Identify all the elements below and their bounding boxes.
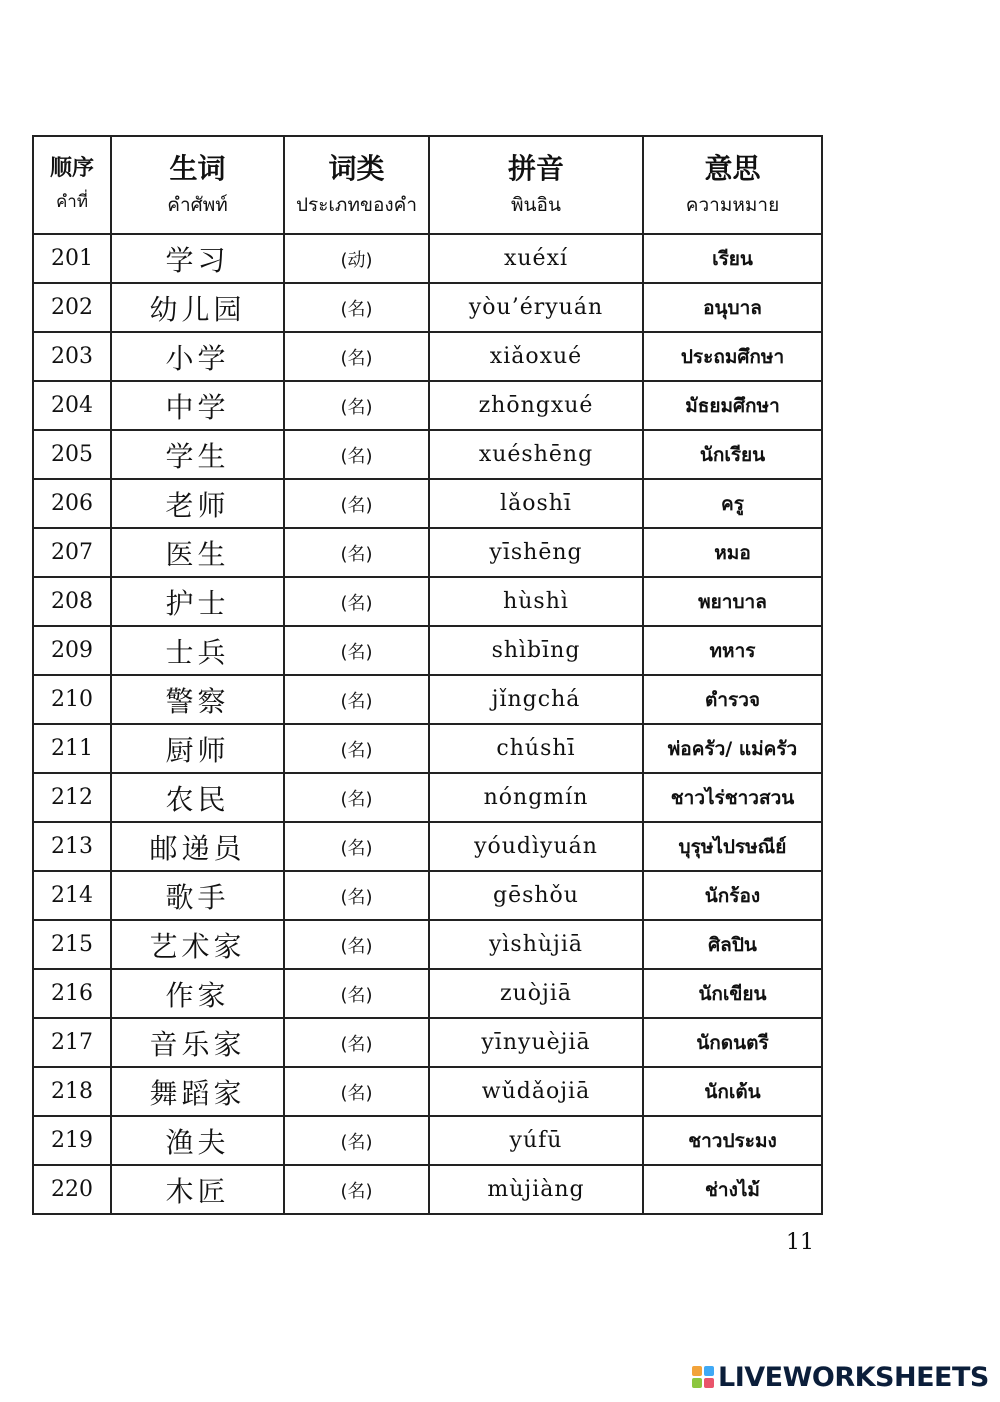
row-meaning: ชาวประมง (643, 1116, 822, 1165)
row-meaning: นักเขียน (643, 969, 822, 1018)
row-pinyin: hùshì (429, 577, 643, 626)
row-part-of-speech: (名) (284, 381, 429, 430)
row-pinyin: zhōngxué (429, 381, 643, 430)
header-word-th: คำศัพท์ (167, 194, 228, 216)
row-pinyin: gēshǒu (429, 871, 643, 920)
row-word: 邮递员 (111, 822, 284, 871)
header-pinyin (429, 136, 643, 234)
header-pos (284, 136, 429, 234)
row-meaning: ศิลปิน (643, 920, 822, 969)
row-part-of-speech: (名) (284, 626, 429, 675)
table-row (33, 1165, 822, 1214)
row-part-of-speech: (名) (284, 528, 429, 577)
row-part-of-speech: (名) (284, 675, 429, 724)
row-meaning: พยาบาล (643, 577, 822, 626)
row-number: 218 (33, 1067, 111, 1116)
row-meaning: ประถมศึกษา (643, 332, 822, 381)
row-word: 歌手 (111, 871, 284, 920)
row-number: 211 (33, 724, 111, 773)
table-row (33, 724, 822, 773)
table-row (33, 528, 822, 577)
logo-tile (704, 1378, 714, 1388)
table-row (33, 283, 822, 332)
row-part-of-speech: (名) (284, 773, 429, 822)
logo-text: LIVEWORKSHEETS (718, 1361, 989, 1393)
row-number: 216 (33, 969, 111, 1018)
row-pinyin: lǎoshī (429, 479, 643, 528)
header-word (111, 136, 284, 234)
table-row (33, 773, 822, 822)
table-row (33, 1116, 822, 1165)
row-number: 213 (33, 822, 111, 871)
row-pinyin: xiǎoxué (429, 332, 643, 381)
liveworksheets-logo (692, 1362, 989, 1392)
row-word: 厨师 (111, 724, 284, 773)
row-pinyin: yīshēng (429, 528, 643, 577)
row-meaning: ทหาร (643, 626, 822, 675)
row-pinyin: mùjiàng (429, 1165, 643, 1214)
row-word: 老师 (111, 479, 284, 528)
row-word: 警察 (111, 675, 284, 724)
row-number: 208 (33, 577, 111, 626)
row-part-of-speech: (名) (284, 969, 429, 1018)
row-meaning: บุรุษไปรษณีย์ (643, 822, 822, 871)
row-number: 203 (33, 332, 111, 381)
row-word: 士兵 (111, 626, 284, 675)
row-part-of-speech: (名) (284, 332, 429, 381)
row-number: 205 (33, 430, 111, 479)
row-word: 作家 (111, 969, 284, 1018)
table-row (33, 871, 822, 920)
table-body (33, 234, 822, 1214)
row-word: 护士 (111, 577, 284, 626)
row-number: 214 (33, 871, 111, 920)
row-number: 206 (33, 479, 111, 528)
row-part-of-speech: (名) (284, 577, 429, 626)
row-part-of-speech: (名) (284, 724, 429, 773)
row-word: 小学 (111, 332, 284, 381)
row-meaning: นักเต้น (643, 1067, 822, 1116)
row-pinyin: yóudìyuán (429, 822, 643, 871)
table-row (33, 430, 822, 479)
row-part-of-speech: (名) (284, 283, 429, 332)
row-word: 艺术家 (111, 920, 284, 969)
row-word: 渔夫 (111, 1116, 284, 1165)
row-pinyin: yìshùjiā (429, 920, 643, 969)
row-word: 音乐家 (111, 1018, 284, 1067)
header-pos-zh: 词类 (328, 152, 385, 185)
row-word: 幼儿园 (111, 283, 284, 332)
header-meaning (643, 136, 822, 234)
row-part-of-speech: (名) (284, 479, 429, 528)
table-row (33, 381, 822, 430)
row-meaning: เรียน (643, 234, 822, 283)
row-meaning: พ่อครัว/ แม่ครัว (643, 724, 822, 773)
row-meaning: หมอ (643, 528, 822, 577)
table-row (33, 1018, 822, 1067)
header-pinyin-zh: 拼音 (507, 152, 564, 185)
row-part-of-speech: (名) (284, 1116, 429, 1165)
row-meaning: นักร้อง (643, 871, 822, 920)
row-word: 中学 (111, 381, 284, 430)
header-meaning-th: ความหมาย (685, 194, 780, 216)
row-part-of-speech: (名) (284, 1018, 429, 1067)
table-row (33, 675, 822, 724)
header-number-th: คำที่ (55, 192, 89, 212)
row-meaning: มัธยมศึกษา (643, 381, 822, 430)
row-number: 207 (33, 528, 111, 577)
row-pinyin: yīnyuèjiā (429, 1018, 643, 1067)
row-meaning: ชาวไร่ชาวสวน (643, 773, 822, 822)
table-row (33, 626, 822, 675)
row-meaning: นักดนตรี (643, 1018, 822, 1067)
row-pinyin: xuéshēng (429, 430, 643, 479)
row-word: 舞蹈家 (111, 1067, 284, 1116)
row-part-of-speech: (名) (284, 430, 429, 479)
row-part-of-speech: (名) (284, 1067, 429, 1116)
page-number: 11 (786, 1230, 814, 1255)
row-number: 210 (33, 675, 111, 724)
row-number: 219 (33, 1116, 111, 1165)
row-part-of-speech: (动) (284, 234, 429, 283)
row-meaning: ตำรวจ (643, 675, 822, 724)
row-pinyin: zuòjiā (429, 969, 643, 1018)
row-pinyin: yòu’éryuán (429, 283, 643, 332)
row-part-of-speech: (名) (284, 1165, 429, 1214)
table-row (33, 920, 822, 969)
header-pinyin-th: พินอิน (511, 194, 561, 216)
table-row (33, 822, 822, 871)
logo-tile (692, 1366, 702, 1376)
row-meaning: อนุบาล (643, 283, 822, 332)
row-number: 204 (33, 381, 111, 430)
row-part-of-speech: (名) (284, 871, 429, 920)
row-number: 217 (33, 1018, 111, 1067)
row-word: 农民 (111, 773, 284, 822)
logo-tile (692, 1378, 702, 1388)
row-part-of-speech: (名) (284, 920, 429, 969)
vocabulary-table (32, 135, 823, 1215)
row-pinyin: wǔdǎojiā (429, 1067, 643, 1116)
table-header (33, 136, 822, 234)
header-number-zh: 顺序 (49, 156, 94, 181)
row-meaning: ช่างไม้ (643, 1165, 822, 1214)
row-pinyin: jǐngchá (429, 675, 643, 724)
row-pinyin: xuéxí (429, 234, 643, 283)
row-number: 201 (33, 234, 111, 283)
header-number (33, 136, 111, 234)
table-row (33, 577, 822, 626)
row-pinyin: chúshī (429, 724, 643, 773)
logo-tile (704, 1366, 714, 1376)
table-row (33, 332, 822, 381)
table-row (33, 969, 822, 1018)
row-word: 医生 (111, 528, 284, 577)
row-meaning: นักเรียน (643, 430, 822, 479)
row-number: 220 (33, 1165, 111, 1214)
header-pos-th: ประเภทของคำ (295, 194, 418, 216)
row-number: 215 (33, 920, 111, 969)
header-meaning-zh: 意思 (704, 152, 761, 185)
row-word: 木匠 (111, 1165, 284, 1214)
table-row (33, 234, 822, 283)
row-number: 209 (33, 626, 111, 675)
row-number: 202 (33, 283, 111, 332)
logo-grid-icon (692, 1366, 714, 1388)
row-part-of-speech: (名) (284, 822, 429, 871)
row-pinyin: yúfū (429, 1116, 643, 1165)
row-pinyin: shìbīng (429, 626, 643, 675)
table-row (33, 479, 822, 528)
row-meaning: ครู (643, 479, 822, 528)
row-word: 学习 (111, 234, 284, 283)
header-word-zh: 生词 (169, 152, 226, 185)
row-number: 212 (33, 773, 111, 822)
row-word: 学生 (111, 430, 284, 479)
row-pinyin: nóngmín (429, 773, 643, 822)
table-row (33, 1067, 822, 1116)
